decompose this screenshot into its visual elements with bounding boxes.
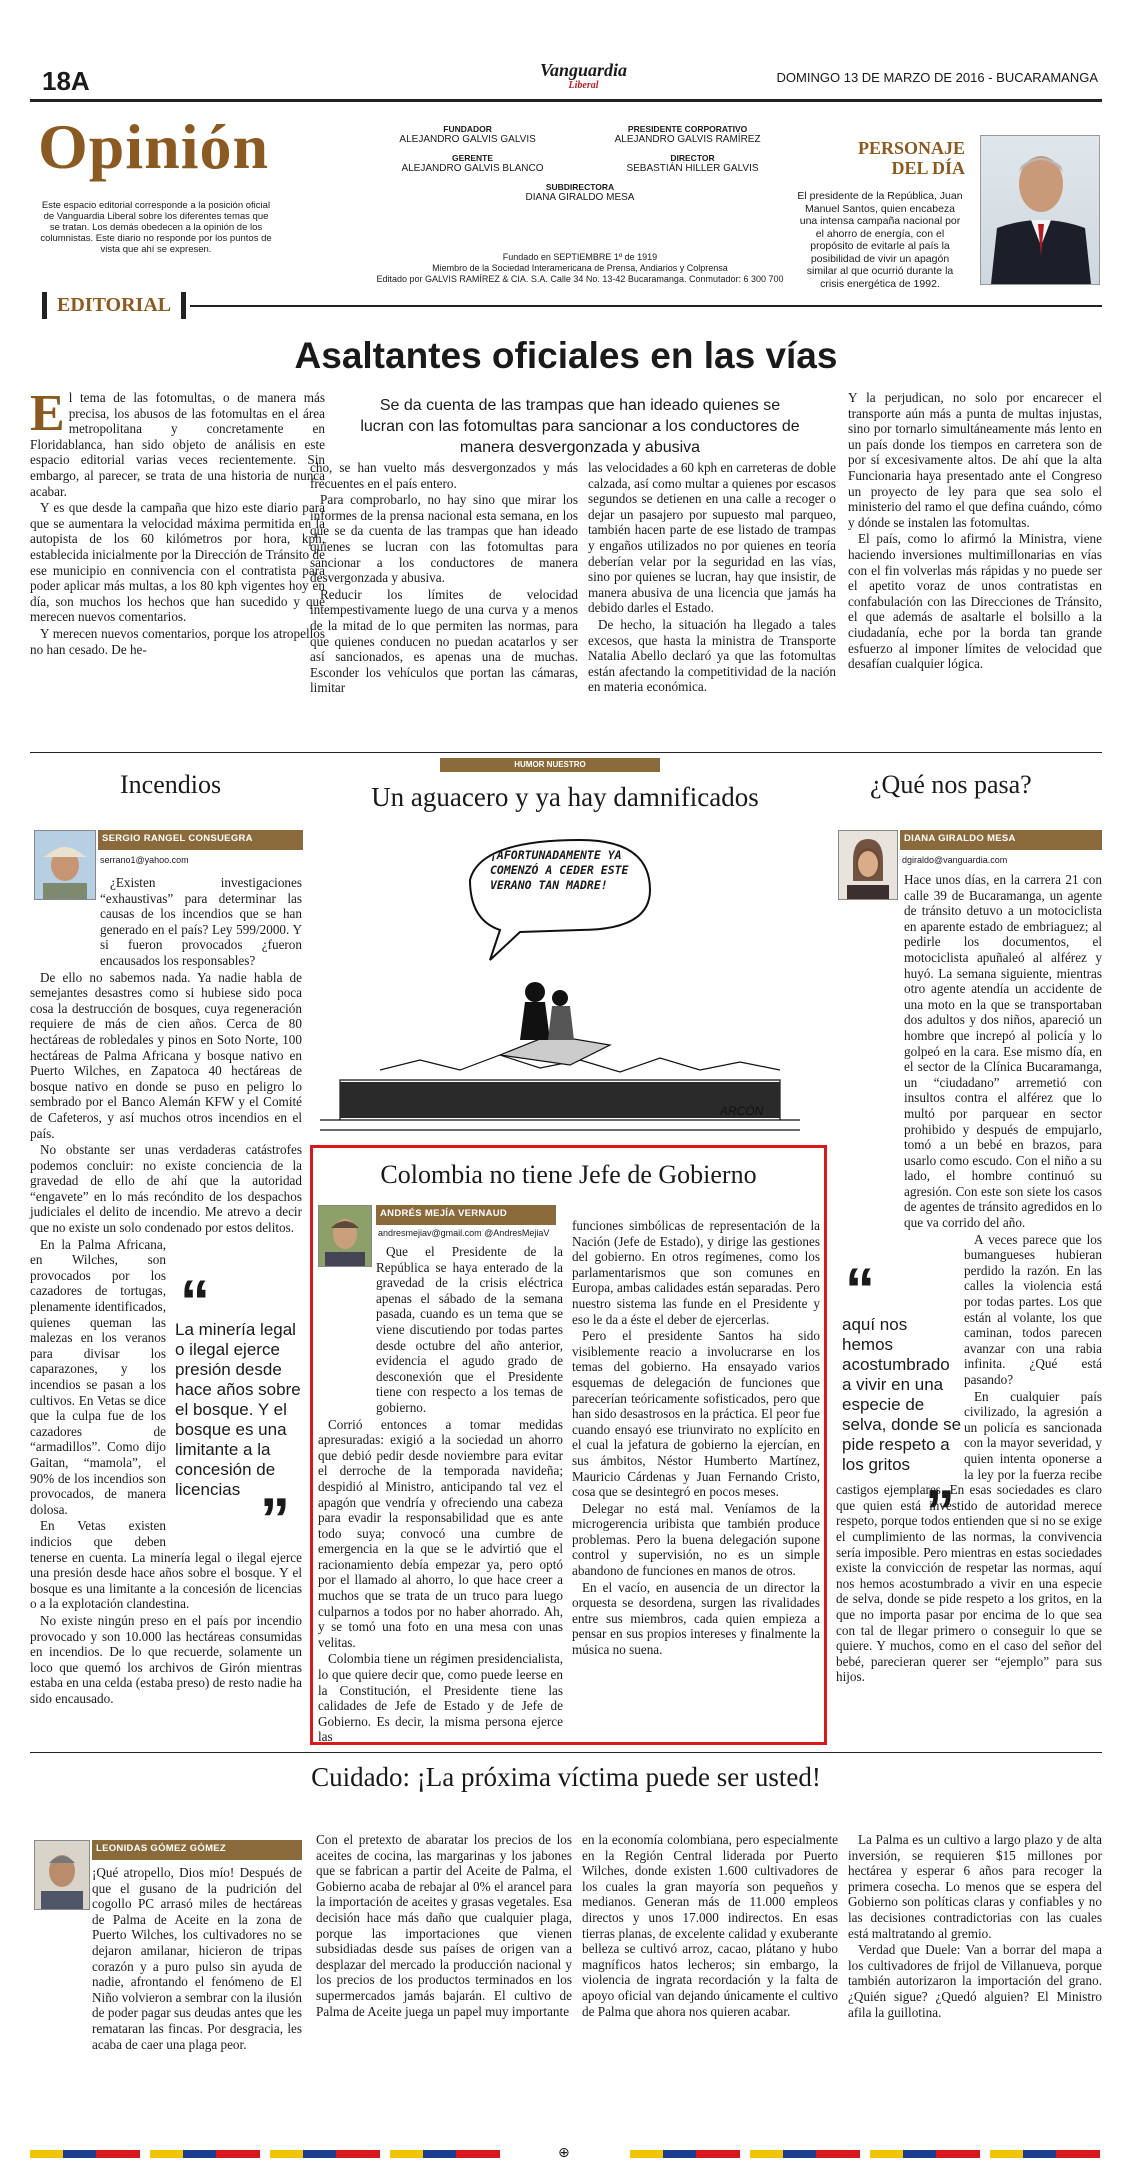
close-quote-icon: ” (925, 1478, 955, 1545)
open-quote-icon: “ (845, 1256, 875, 1323)
cartoon-title: Un aguacero y ya hay damnificados (371, 782, 759, 812)
colombia-column-1: Que el Presidente de la República se haya enterado de la gravedad de la crisis eléctrica apenas el sábado de la semana pasada, cuando es un tema que se viene discutiendo por todas partes desde octubre del año anterior, evidencia el agudo grado de desconexión que el Presidente tiene con respecto a los temas de gobierno. Corrió entonces a tomar medidas apresuradas: exigió a la sociedad un ahorro que debió pedir desde noviembre para evitar el derroche de la temporada navideña; despidió al Ministro, anticipando tal vez el apagón que vendría y ofreciendo una cabeza para evadir la responsabilidad que es ante todo suya; convocó una cumbre de emergencia en la que se le advirtió que el racionamiento debía empezar ya, pero optó por el llamado al ahorro, lo que hace creer a muchos que se trata de un truco para luego culparnos a todos por no haber ahorrado. Ah, y se tomó una foto en una mesa con unas velitas. Colombia tiene un régimen presidencialista, lo que quiere decir que, como puede leerse en la Constitución, el Presidente tiene las calidades de Jefe de Estado y de Jefe de Gobierno. Es decir, la misma persona ejerce las (318, 1244, 563, 1745)
incendios-title: Incendios (120, 770, 222, 799)
colombia-email: andresmejiav@gmail.com @AndresMejiaV (378, 1228, 550, 1238)
quenospasa-pullquote: aquí nos hemos acostumbrado a vivir en una especie de selva, donde se pide respeto a los gritos (842, 1315, 962, 1474)
editorial-column-3: las velocidades a 60 kph en carreteras de doble calzada, así como multar a quienes por escasos segundos se detienen en una calle a recoger o dejar un pasajero por supuesto mal parqueo, también hacen parte de ese listado de trampas y engaños utilizados no por quienes en teoría deberían velar por la seguridad en las vías, sino por quienes se lucran, hay que insistir, de manera abusiva de una licencia que jamás ha debido darles el Estado. De hecho, la situación ha llegado a tales excesos, que hasta la ministra de Transporte Natalia Abello declaró ya que las fotomultas están afectando la competitividad de la nación en materia económica. (588, 460, 836, 695)
incendios-body: ¿Existen investigaciones “exhaustivas” para determinar las causas de los incendios que se han generado en el país? Ley 599/2000. Y si fueron provocados ¿fueron encausados los responsables? De ello no sabemos nada. Ya nadie habla de semejantes desastres como si hubiese sido poca cosa la destrucción de bosques, cuya regeneración requiere de más de cien años. Cerca de 80 hectáreas de robledales y pinos en Soto Norte, 100 hectáreas de Palma Africana y bosque nativo en Puerto Wilches, en Zapatoca 40 hectáreas de bosque nativo en donde se puso en peligro lo sembrado por el Banco Alemán KFW y el Comité de Cafeteros, y así muchos otros incendios en el país. No obstante ser unas verdaderas catástrofes podemos concluir: no existe conciencia de la gravedad de ello de ahí que la autoridad “engavete” en lo más recóndito de los despachos judiciales el delito de incendio. Me atrevo a decir que no existe un solo condenado por estos delitos. En la Palma Africana, en Wilches, son provocados por los cazadores de tortugas, plenamente identificados, quienes queman las malezas en los veranos para divisar los caparazones, y los incendios se pasan a los cultivos. En Vetas se dice que la culpa fue de los cazadores de “armadillos”. Como dijo Gaitan, “mamola”, el 90% de los incendios son provocados, de manera dolosa. En Vetas existen indicios que deben tenerse en cuenta. La minería legal o ilegal ejerce una presión desde hace años sobre el bosque. Y el bosque es una limitante a la concesión de licencias o a la explotación clandestina. No existe ningún preso en el país por incendio provocado y son 10.000 las hectáreas consumidas en incendios. De lo que recuerde, solamente un loco que quemó los archivos de Girón mientras estaba en una celda (estaba preso) de resto nadie ha sido encausado. (30, 875, 302, 1706)
quenospasa-title: ¿Qué nos pasa? (870, 770, 1032, 799)
cuidado-column-2: Con el pretexto de abaratar los precios de los aceites de cocina, las margarinas y los jabones que se fabrican a partir del Aceite de Palma, el Gobierno acaba de rebajar al 0% el arancel para la importación de aceites y grasas vegetales. Esa decisión hace más daño que cualquier plaga, porque las importaciones que vienen subsidiadas desde sus países de origen van a desplazar del mercado la producción nacional y los precios de los productos terminados en los supermercados jamás bajarán. El cultivo de Palma de Aceite juega un papel muy importante (316, 1832, 572, 2019)
quenospasa-author: DIANA GIRALDO MESA (900, 830, 1102, 850)
page-number: 18A (42, 66, 90, 96)
cuidado-author: LEONIDAS GÓMEZ GÓMEZ (92, 1840, 302, 1860)
section-title: Opinión (38, 111, 270, 182)
humor-tag: HUMOR NUESTRO (440, 758, 660, 772)
cartoon-signature: ARCÓN (720, 1104, 764, 1118)
dateline: DOMINGO 13 DE MARZO DE 2016 - BUCARAMANGA (776, 70, 1098, 85)
editorial-column-2: cho, se han vuelto más desvergonzados y más frecuentes en el país entero. Para comprobarlo, no hay sino que mirar los informes de la prensa nacional esta semana, en los que se da cuenta de las trampas que han ideado quienes se lucran con las fotomultas para sancionar a los conductores de manera desvergonzada y abusiva. Reducir los límites de velocidad intempestivamente luego de una curva y a menos de la mitad de lo que permiten las normas, para que quienes conducen no puedan acatarlos y ser así sancionados, es apenas una de muchas. Esconder los vehículos que portan las cámaras, limitar (310, 460, 578, 696)
colombia-title: Colombia no tiene Jefe de Gobierno (380, 1160, 757, 1189)
editorial-column-4: Y la perjudican, no solo por encarecer el transporte aún más a punta de multas injustas, sino por tornarlo simultáneamente más lento en un país donde los tiempos en carretera son de por sí excesivamente altos. De ahí que la alta Funcionaria haya presentado ante el Congreso un proyecto de ley para que sea solo el ministerio del ramo el que defina cuándo, cómo y dónde se instalen las fotomultas. El país, como lo afirmó la Ministra, viene haciendo inversiones multimillonarias en vías con el fin volverlas más rápidas y no puede ser el apetito voraz de unos contratistas en confabulación con las Direcciones de Tránsito, el que además de asaltarle el bolsillo a la ciudadanía, eche por la borda tan grande esfuerzo al imponer límites de velocidad que desafían cualquier lógica. (848, 390, 1102, 672)
cuidado-title: Cuidado: ¡La próxima víctima puede ser usted! (311, 1762, 821, 1792)
speech-bubble-text: ¡AFORTUNADAMENTE YA COMENZÓ A CEDER ESTE VERANO TAN MADRE! (490, 848, 629, 892)
editorial-deck: Se da cuenta de las trampas que han ideado quienes se lucran con las fotomultas para sancionar a los conductores de manera desvergonzada y abusiva (360, 397, 800, 456)
quenospasa-body: Hace unos días, en la carrera 21 con calle 39 de Bucaramanga, un agente de tránsito detuvo a un motociclista en aparente estado de embriaguez; al pedirle los documentos, el motociclista apuñaleó al alférez y huyó. La semana siguiente, mientras otro agente atendía un accidente de una moto en la que se transportaban dos adultos y dos niños, apareció un hombre que increpó al policía y lo golpeó en la cara. Ese mismo día, en el sector de la Clínica Bucaramanga, un “ciudadano” arremetió con insultos contra el alférez que lo multó por parquear en sector prohibido y después de empujarlo, tomó a un bebé en brazos, para usarlo como escudo. Con el niño a su lado, el hombre continuó su agresión. Con este son siete los casos de agentes de tránsito agredidos en lo que va corrido del año. A veces parece que los bumangueses hubieran perdido la razón. En las calles la violencia está por todas partes. Los que están al volante, los que caminan, todos parecen avanzar con una rabia infinita. ¿Qué está pasando? En cualquier país civilizado, la agresión a un policía es sancionada con la mayor severidad, y quien intenta oponerse a la ley por la fuerza recibe castigos ejemplares. En esas sociedades es claro que quien está investido de autoridad merece respeto, porque todos entienden que si no se exige el cumplimiento de las normas, la convivencia sería imposible. Pero mientras en estas sociedades existe la convicción de respetar las normas, aquí nos hemos acostumbrado a vivir en una especie de selva, donde se pide respeto a los gritos, en la que no importa pasar por encima de lo que sea con tal de llegar primero o conseguir lo que se quiere. Y muchos, como en el caso del señor del bebé, parecieran querer ser “ejemplo” para sus hijos. (836, 872, 1102, 1685)
incendios-author: SERGIO RANGEL CONSUEGRA (98, 830, 303, 850)
cuidado-column-3: en la economía colombiana, pero especialmente en la Región Central liderada por Puerto Wilches, donde existen 1.600 cultivadores de los cuales la gran mayoría son pequeños y medianos. Generan más de 11.000 empleos directos y unos 17.000 indirectos. En esas tierras planas, de excelente calidad y exuberante belleza se cultivó arroz, cacao, plátano y hubo magníficos hatos lecheros; sin embargo, la violencia de ingrata recordación y la falta de apoyo oficial van dejando únicamente el cultivo de Palma que ahora nos quieren acabar. (582, 1832, 838, 2019)
cuidado-column-1: ¡Qué atropello, Dios mío! Después de que el gusano de la pudrición del cogollo PC arrasó miles de hectáreas de Palma de Aceite en la zona de Puerto Wilches, los cultivadores no se dejaron amilanar, hicieron de tripas corazón y a puro pulso sin ayuda de nadie, afrontando el fenómeno de El Niño volvieron a sembrar con la ilusión de poder pagar sus deudas antes que les remataran las fincas. Por desgracia, les acaba de caer una plaga peor. (92, 1865, 302, 2052)
editorial-column-1: E l tema de las fotomultas, o de manera más precisa, los abusos de las fotomultas en el área metropolitana y concretamente en Floridablanca, han sido objeto de análisis en este espacio editorial varias veces recientemente. Sin embargo, al parecer, se trata de una historia de nunca acabar. Y es que desde la campaña que hizo este diario para que se aumentara la velocidad máxima permitida en la autopista de los 60 kilómetros por hora, kph, establecida inicialmente por la Dirección de Tránsito de ese municipio en connivencia con el contratista para poder aplicar más multas, a los 80 kph vigentes hoy en día, son muchos los hechos que han sucedido y que merecen nuevos comentarios. Y merecen nuevos comentarios, porque los atropellos no han cesado. De he- (30, 385, 325, 657)
page-footer (30, 2145, 1102, 2162)
masthead: FUNDADOR ALEJANDRO GALVIS GALVIS PRESIDENTE CORPORATIVO ALEJANDRO GALVIS RAMÍREZ GERENTE ALEJANDRO GALVIS BLANCO DIRECTOR SEBASTIÁN HILLER GALVIS SUBDIRECTORA DIANA GIRALDO MESA (399, 124, 761, 203)
incendios-email: serrano1@yahoo.com (100, 855, 189, 865)
open-quote-icon: “ (180, 1268, 210, 1335)
editorial-label: EDITORIAL (42, 292, 186, 319)
president-photo (980, 135, 1100, 285)
cuidado-column-4: La Palma es un cultivo a largo plazo y de alta inversión, se requieren $15 millones por hectárea y esperar 6 años para recoger la primera cosecha. Lo menos que se espera del Gobierno son políticas claras y confiables y no las decisiones contradictorias con las cuales está maltratando al gremio. Verdad que Duele: Van a borrar del mapa a los cultivadores de frijol de Villanueva, porque también autorizaron la importación del grano. ¿Quién sigue? ¿Quedó alguien? El Ministro afila la guillotina. (848, 1832, 1102, 2020)
personaje-text: El presidente de la República, Juan Manuel Santos, quien encabeza una intensa campaña nacional por el ahorro de energía, con el propósito de evitarle al país la posibilidad de vivir un apagón similar al que ocurrió durante la crisis energética de 1992. (797, 190, 963, 290)
cartoon-illustration (320, 820, 800, 1150)
colombia-author: ANDRÉS MEJÍA VERNAUD (376, 1205, 556, 1225)
colombia-column-2: funciones simbólicas de representación de la Nación (Jefe de Estado), y dirige las gestiones del gobierno. En otros regímenes, como los parlamentarismos que son comunes en Europa, ambas calidades están separadas. Pero nuestro sistema las funde en el Presidente y eso le da a éste el deber de ejercerlas. Pero el presidente Santos ha sido visiblemente reacio a involucrarse en los temas del gobierno. Ha ensayado varios esquemas de delegación de funciones que parecerían teóricamente sofisticados, pero que han sido desastrosos en la práctica. El peor fue cuando ensayó ese triunvirato no explícito en el cual la jefatura de gobierno la ejercían, en sus ámbitos, Néstor Humberto Martínez, Mauricio Cárdenas y Juan Fernando Cristo, cosa que se desintegró en pocos meses. Delegar no está mal. Veníamos de la microgerencia uribista que también produce problemas. Pero la buena delegación supone control y supervisión, no es un simple abandono de funciones en manos de otros. En el vacío, en ausencia de un director la orquesta se desordena, surgen las rivalidades entre sus miembros, cada quien empieza a pensar en sus propios intereses y finalmente la música no suena. (572, 1218, 820, 1658)
editorial-bar (30, 292, 1102, 320)
drop-cap: E (30, 385, 65, 442)
masthead-footer: Fundado en SEPTIEMBRE 1º de 1919 Miembro de la Sociedad Interamericana de Prensa, Andiarios y Colprensa Editado por GALVIS RAMÍREZ & CIA. S.A. Calle 34 No. 13-42 Bucaramanga. Conmutador: 6 300 700 (376, 252, 784, 284)
incendios-pullquote: La minería legal o ilegal ejerce presión desde hace años sobre el bosque. Y el bosque es una limitante a la concesión de licencias (175, 1320, 301, 1499)
personaje-title: PERSONAJE DEL DÍA (857, 138, 965, 178)
close-quote-icon: ” (260, 1486, 290, 1553)
newspaper-logo: Vanguardia Liberal (540, 60, 628, 91)
registration-mark-icon: ⊕ (558, 2145, 570, 2161)
section-note: Este espacio editorial corresponde a la posición oficial de Vanguardia Liberal sobre los diferentes temas que se tratan. Los demás obedecen a la opinión de los columnistas. Este diario no responde por los puntos de vista que ahí se expresen. (40, 200, 272, 255)
quenospasa-email: dgiraldo@vanguardia.com (902, 855, 1008, 865)
page-header (30, 60, 1102, 102)
editorial-headline: Asaltantes oficiales en las vías (294, 335, 838, 376)
